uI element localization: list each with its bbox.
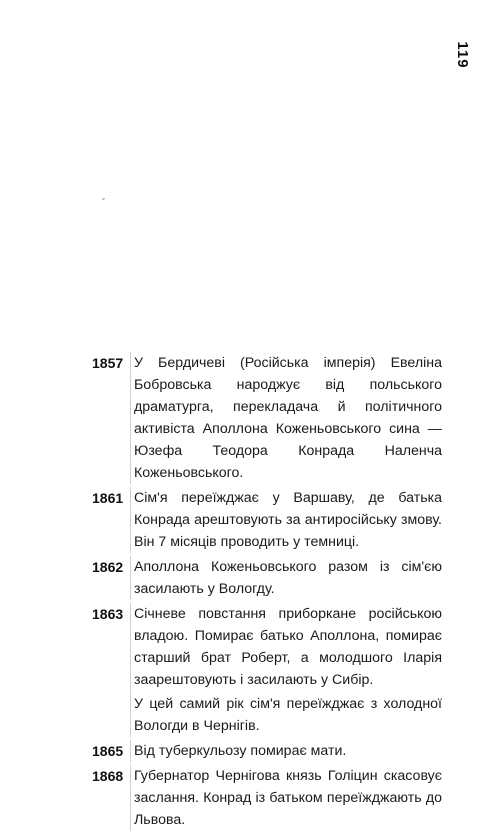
entry-year: 1857 bbox=[92, 355, 124, 371]
entry-text: У Бердичеві (Російська імперія) Евеліна Бобровська народжує від польського драматурга, перекладача й політичного активіста Аполлона Коженьовського сина — Юзефа Теодора Конрада Наленча Коженьовського. bbox=[134, 355, 442, 481]
chronology-entry bbox=[92, 740, 442, 762]
entry-body bbox=[130, 556, 442, 600]
entry-body bbox=[130, 603, 442, 737]
entry-text: Сім'я переїжджає у Варшаву, де батька Конрада арештовують за антиросійську змову. Він 7 місяців проводить у темниці. bbox=[134, 490, 442, 550]
entry-year: 1868 bbox=[92, 768, 124, 784]
entry-text: Від туберкульозу помирає мати. bbox=[134, 743, 347, 759]
chronology-entry bbox=[92, 603, 442, 737]
chronology-entry bbox=[92, 487, 442, 553]
chronology-entry bbox=[92, 352, 442, 484]
entry-body bbox=[130, 487, 442, 553]
chronology-list bbox=[92, 352, 442, 834]
entry-year: 1861 bbox=[92, 490, 124, 506]
entry-year: 1863 bbox=[92, 606, 124, 622]
page-number: 119 bbox=[454, 41, 471, 69]
entry-body bbox=[130, 765, 442, 831]
entry-text: Січневе повстання приборкане російською владою. Помирає батько Аполлона, помирає старший брат Роберт, а молодшого Іларія заарештовують і засилають у Сибір. bbox=[134, 606, 442, 688]
entry-text: Губернатор Чернігова князь Голіцин скасовує заслання. Конрад із батьком переїжджають до Львова. bbox=[134, 768, 442, 828]
entry-body bbox=[130, 352, 442, 484]
stray-mark: ˇ bbox=[102, 197, 105, 207]
entry-year: 1862 bbox=[92, 559, 124, 575]
entry-text: У цей самий рік сім'я переїжджає з холодної Вологди в Чернігів. bbox=[134, 696, 442, 734]
entry-body bbox=[130, 740, 442, 762]
chronology-entry bbox=[92, 556, 442, 600]
entry-text: Аполлона Коженьовського разом із сім'єю засилають у Вологду. bbox=[134, 559, 442, 597]
entry-year: 1865 bbox=[92, 743, 124, 759]
chronology-entry bbox=[92, 765, 442, 831]
